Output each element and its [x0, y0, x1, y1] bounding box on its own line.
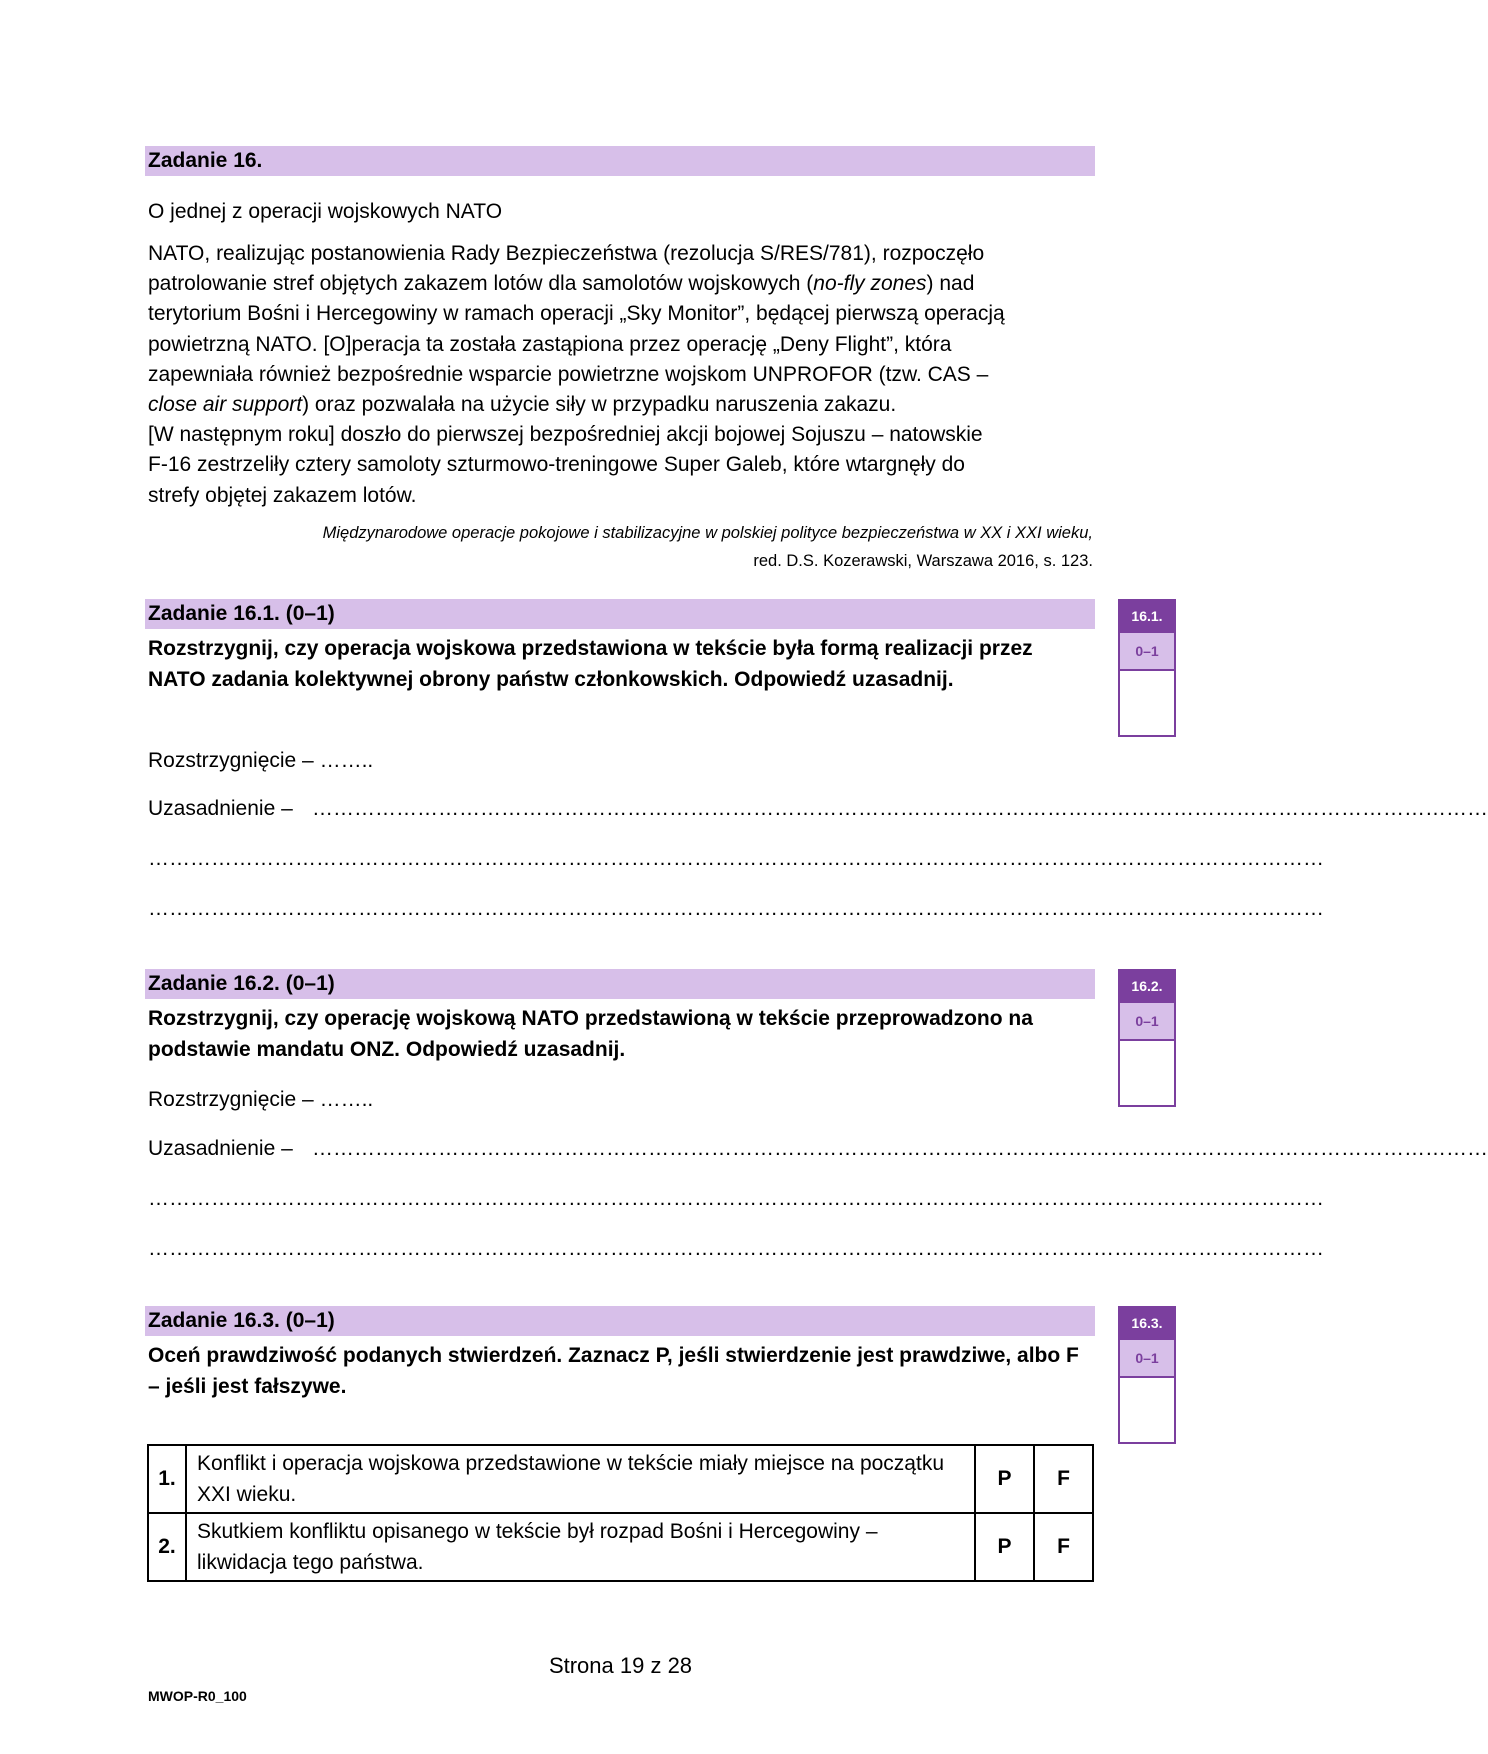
task16-1-answer-line-1[interactable]: ……………………………………………………………………………………………………………………………………………………: [312, 797, 1488, 820]
task16-header: Zadanie 16.: [145, 146, 1095, 176]
p-option[interactable]: P: [975, 1445, 1034, 1513]
score-range: 0–1: [1120, 1001, 1174, 1041]
task16-1-answer-line-2[interactable]: ……………………………………………………………………………………………………………………………………………………: [148, 847, 1324, 870]
task16-2-question: Rozstrzygnij, czy operację wojskową NATO przedstawioną w tekście przeprowadzono na podstawie mandatu ONZ. Odpowiedź uzasadnij.: [148, 1007, 1033, 1061]
score-range: 0–1: [1120, 631, 1174, 671]
task16-2-answer-line-1[interactable]: ……………………………………………………………………………………………………………………………………………………: [312, 1137, 1488, 1160]
true-false-table: [147, 1444, 1094, 1582]
statement-text: Skutkiem konfliktu opisanego w tekście był rozpad Bośni i Hercegowiny – likwidacja tego państwa.: [186, 1513, 975, 1581]
score-id: 16.1.: [1120, 601, 1174, 631]
page-number: Strona 19 z 28: [548, 1653, 693, 1678]
statement-text: Konflikt i operacja wojskowa przedstawione w tekście miały miejsce na początku XXI wieku.: [186, 1445, 975, 1513]
score-id: 16.2.: [1120, 971, 1174, 1001]
task16-source-text: [148, 239, 1093, 511]
para-line-5: zapewniała również bezpośrednie wsparcie powietrzne wojskom UNPROFOR (tzw. CAS –: [148, 362, 989, 386]
para-line-1: NATO, realizując postanowienia Rady Bezpieczeństwa (rezolucja S/RES/781), rozpoczęło: [148, 242, 985, 265]
table-row: [148, 1513, 1093, 1581]
task16-1-question: Rozstrzygnij, czy operacja wojskowa przedstawiona w tekście była formą realizacji przez NATO zadania kolektywnej obrony państw członkowskich. Odpowiedź uzasadnij.: [148, 637, 1033, 691]
para-line-8: F-16 zestrzeliły cztery samoloty szturmowo-treningowe Super Galeb, które wtargnęły do: [148, 453, 965, 477]
row-number: 2.: [148, 1513, 186, 1581]
score-box-16-1: [1118, 599, 1176, 737]
task16-1-header: Zadanie 16.1. (0–1): [145, 599, 1095, 629]
score-box-16-3: [1118, 1306, 1176, 1444]
source-citation-editor: red. D.S. Kozerawski, Warszawa 2016, s. 123.: [753, 552, 1093, 570]
f-option[interactable]: F: [1034, 1513, 1093, 1581]
task16-1-decision[interactable]: Rozstrzygnięcie – ……..: [148, 749, 374, 772]
task16-1-justification-label: Uzasadnienie –: [148, 797, 293, 820]
task16-2-answer-line-3[interactable]: ……………………………………………………………………………………………………………………………………………………: [148, 1237, 1324, 1260]
task16-intro: O jednej z operacji wojskowych NATO: [148, 200, 503, 223]
source-citation-title: Międzynarodowe operacje pokojowe i stabilizacyjne w polskiej polityce bezpieczeństwa w XX i XXI wieku,: [322, 524, 1093, 542]
exam-code: MWOP-R0_100: [148, 1688, 247, 1704]
task16-2-header: Zadanie 16.2. (0–1): [145, 969, 1095, 999]
task16-2-decision[interactable]: Rozstrzygnięcie – ……..: [148, 1088, 374, 1111]
para-line-7: [W następnym roku] doszło do pierwszej bezpośredniej akcji bojowej Sojuszu – natowskie: [148, 423, 983, 447]
para-line-6: close air support) oraz pozwalała na użycie siły w przypadku naruszenia zakazu.: [148, 393, 897, 417]
para-line-3: terytorium Bośni i Hercegowiny w ramach operacji „Sky Monitor”, będącej pierwszą operacją: [148, 302, 1005, 326]
task16-2-justification-label: Uzasadnienie –: [148, 1137, 293, 1160]
para-line-4: powietrzną NATO. [O]peracja ta została zastąpiona przez operację „Deny Flight”, która: [148, 332, 952, 356]
score-range: 0–1: [1120, 1338, 1174, 1378]
score-id: 16.3.: [1120, 1308, 1174, 1338]
task16-3-question: Oceń prawdziwość podanych stwierdzeń. Zaznacz P, jeśli stwierdzenie jest prawdziwe, albo F – jeśli jest fałszywe.: [148, 1344, 1079, 1398]
p-option[interactable]: P: [975, 1513, 1034, 1581]
row-number: 1.: [148, 1445, 186, 1513]
task16-3-header: Zadanie 16.3. (0–1): [145, 1306, 1095, 1336]
score-box-16-2: [1118, 969, 1176, 1107]
para-line-9: strefy objętej zakazem lotów.: [148, 483, 417, 507]
para-line-2: patrolowanie stref objętych zakazem lotów dla samolotów wojskowych (no-fly zones) nad: [148, 272, 975, 296]
table-row: [148, 1445, 1093, 1513]
task16-1-answer-line-3[interactable]: ……………………………………………………………………………………………………………………………………………………: [148, 897, 1324, 920]
task16-2-answer-line-2[interactable]: ……………………………………………………………………………………………………………………………………………………: [148, 1187, 1324, 1210]
f-option[interactable]: F: [1034, 1445, 1093, 1513]
